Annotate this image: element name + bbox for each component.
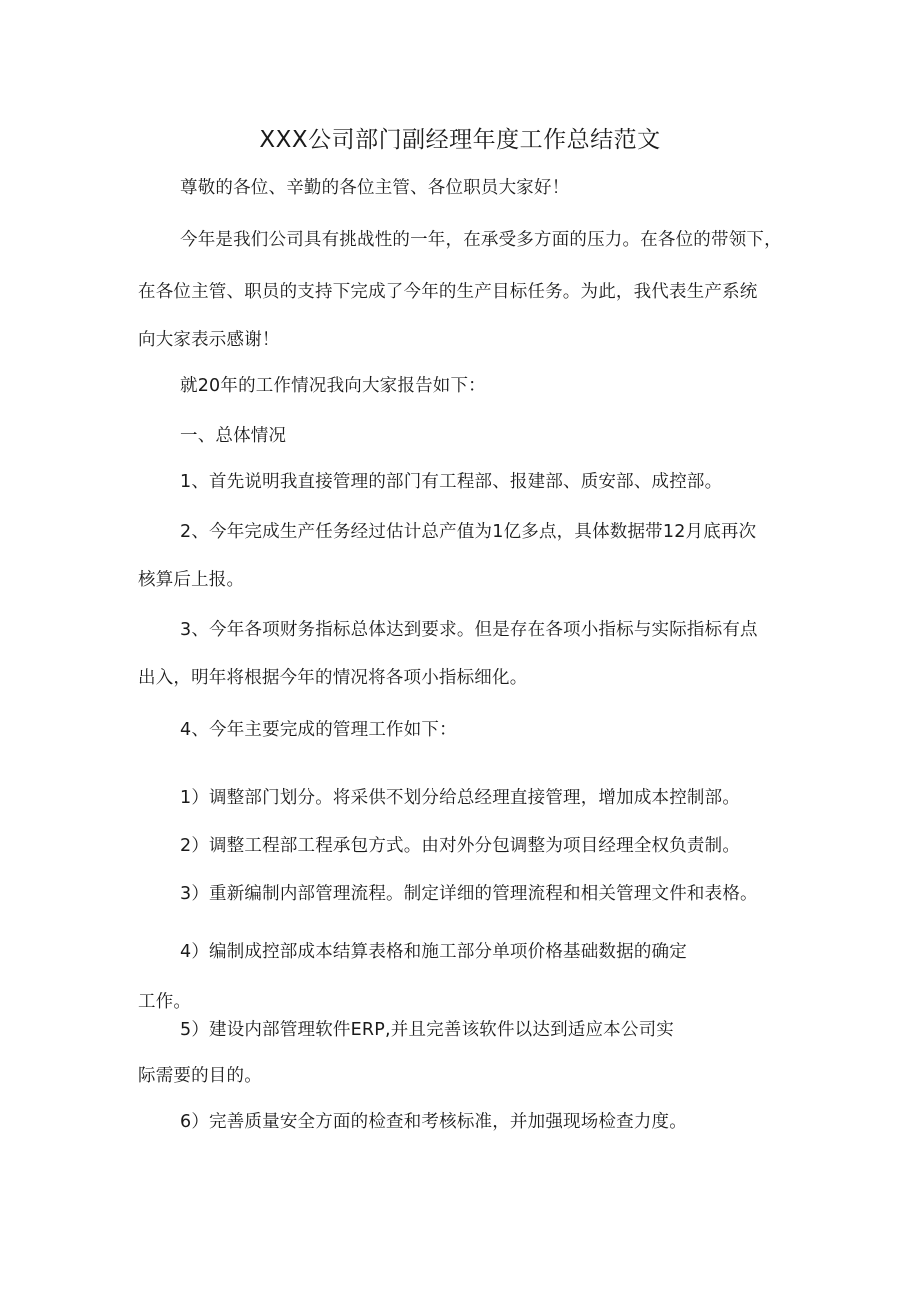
list-item-3-line-2: 出入，明年将根据今年的情况将各项小指标细化。 (138, 668, 528, 688)
list-item-2-line-1: 2、今年完成生产任务经过估计总产值为1亿多点，具体数据带12月底再次 (180, 522, 757, 542)
sub-item-5-line-1: 5）建设内部管理软件ERP,并且完善该软件以达到适应本公司实 (180, 1020, 674, 1040)
sub-item-2: 2）调整工程部工程承包方式。由对外分包调整为项目经理全权负责制。 (180, 836, 741, 856)
list-item-3-line-1: 3、今年各项财务指标总体达到要求。但是存在各项小指标与实际指标有点 (180, 620, 758, 640)
section-heading-overview: 一、总体情况 (180, 426, 287, 446)
intro-line-3: 向大家表示感谢！ (138, 330, 280, 350)
list-item-1: 1、首先说明我直接管理的部门有工程部、报建部、质安部、成控部。 (180, 472, 723, 492)
intro-line-1: 今年是我们公司具有挑战性的一年，在承受多方面的压力。在各位的带领下， (180, 230, 782, 250)
sub-item-5-line-2: 际需要的目的。 (138, 1066, 262, 1086)
document-title: XXX公司部门副经理年度工作总结范文 (259, 127, 661, 153)
list-item-4: 4、今年主要完成的管理工作如下： (180, 720, 457, 740)
sub-item-6: 6）完善质量安全方面的检查和考核标准，并加强现场检查力度。 (180, 1112, 687, 1132)
list-item-2-line-2: 核算后上报。 (138, 570, 245, 590)
sub-item-3: 3）重新编制内部管理流程。制定详细的管理流程和相关管理文件和表格。 (180, 884, 758, 904)
sub-item-1: 1）调整部门划分。将采供不划分给总经理直接管理，增加成本控制部。 (180, 788, 741, 808)
sub-item-4-line-2: 工作。 (138, 992, 192, 1012)
report-intro: 就20年的工作情况我向大家报告如下： (180, 376, 486, 396)
intro-line-2: 在各位主管、职员的支持下完成了今年的生产目标任务。为此，我代表生产系统 (138, 282, 758, 302)
sub-item-4-line-1: 4）编制成控部成本结算表格和施工部分单项价格基础数据的确定 (180, 942, 687, 962)
greeting-paragraph: 尊敬的各位、辛勤的各位主管、各位职员大家好！ (180, 178, 570, 198)
